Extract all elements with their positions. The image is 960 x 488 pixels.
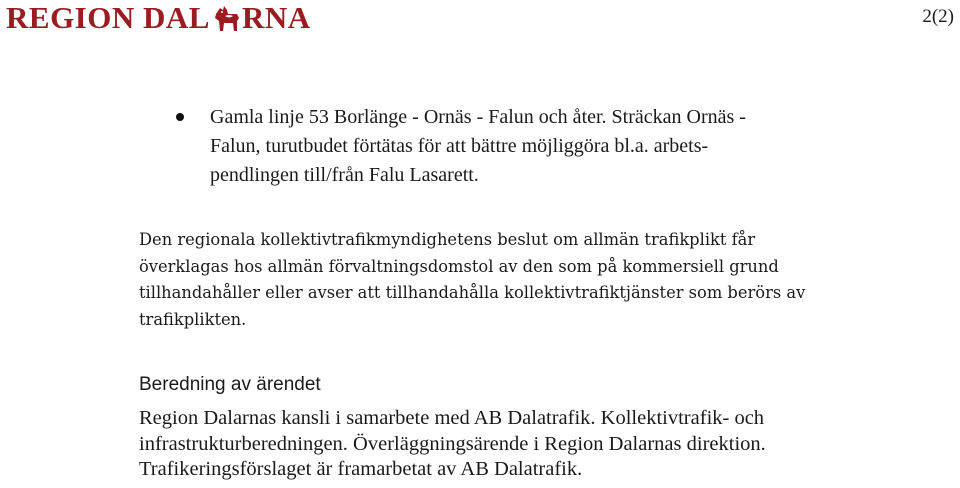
page-number: 2(2)	[922, 6, 954, 27]
bullet-text	[210, 103, 850, 190]
bullet-line: Gamla linje 53 Borlänge - Ornäs - Falun och åter. Sträckan Ornäs -	[210, 106, 746, 128]
bullet-item	[176, 103, 856, 190]
paragraph-line: Region Dalarnas kansli i samarbete med AB Dalatrafik. Kollektivtrafik- och	[139, 407, 765, 429]
dala-horse-icon	[211, 4, 241, 32]
paragraph-line: trafikplikten.	[139, 309, 247, 329]
bullet-line: Falun, turutbudet förtätas för att bättre möjliggöra bl.a. arbets-	[210, 135, 709, 157]
bullet-line: pendlingen till/från Falu Lasarett.	[210, 164, 479, 186]
bullet-dot-icon	[176, 113, 184, 121]
paragraph-line: infrastrukturberedningen. Överläggningsärende i Region Dalarnas direktion.	[139, 432, 766, 455]
logo-text-left: REGION DAL	[6, 0, 210, 35]
section-heading: Beredning av ärendet	[139, 374, 321, 395]
paragraph-appeal	[139, 227, 899, 333]
paragraph-line: Trafikeringsförslaget är framarbetat av AB Dalatrafik.	[139, 458, 583, 480]
paragraph-line: tillhandahåller eller avser att tillhandahålla kollektivtrafiktjänster som berörs av	[139, 283, 806, 302]
paragraph-line: Den regionala kollektivtrafikmyndighetens beslut om allmän trafikplikt får	[139, 230, 756, 249]
paragraph-preparation	[139, 406, 899, 483]
paragraph-line: överklagas hos allmän förvaltningsdomstol av den som på kommersiell grund	[139, 256, 779, 276]
region-dalarna-logo	[6, 0, 311, 36]
logo-text-right: RNA	[241, 0, 311, 35]
